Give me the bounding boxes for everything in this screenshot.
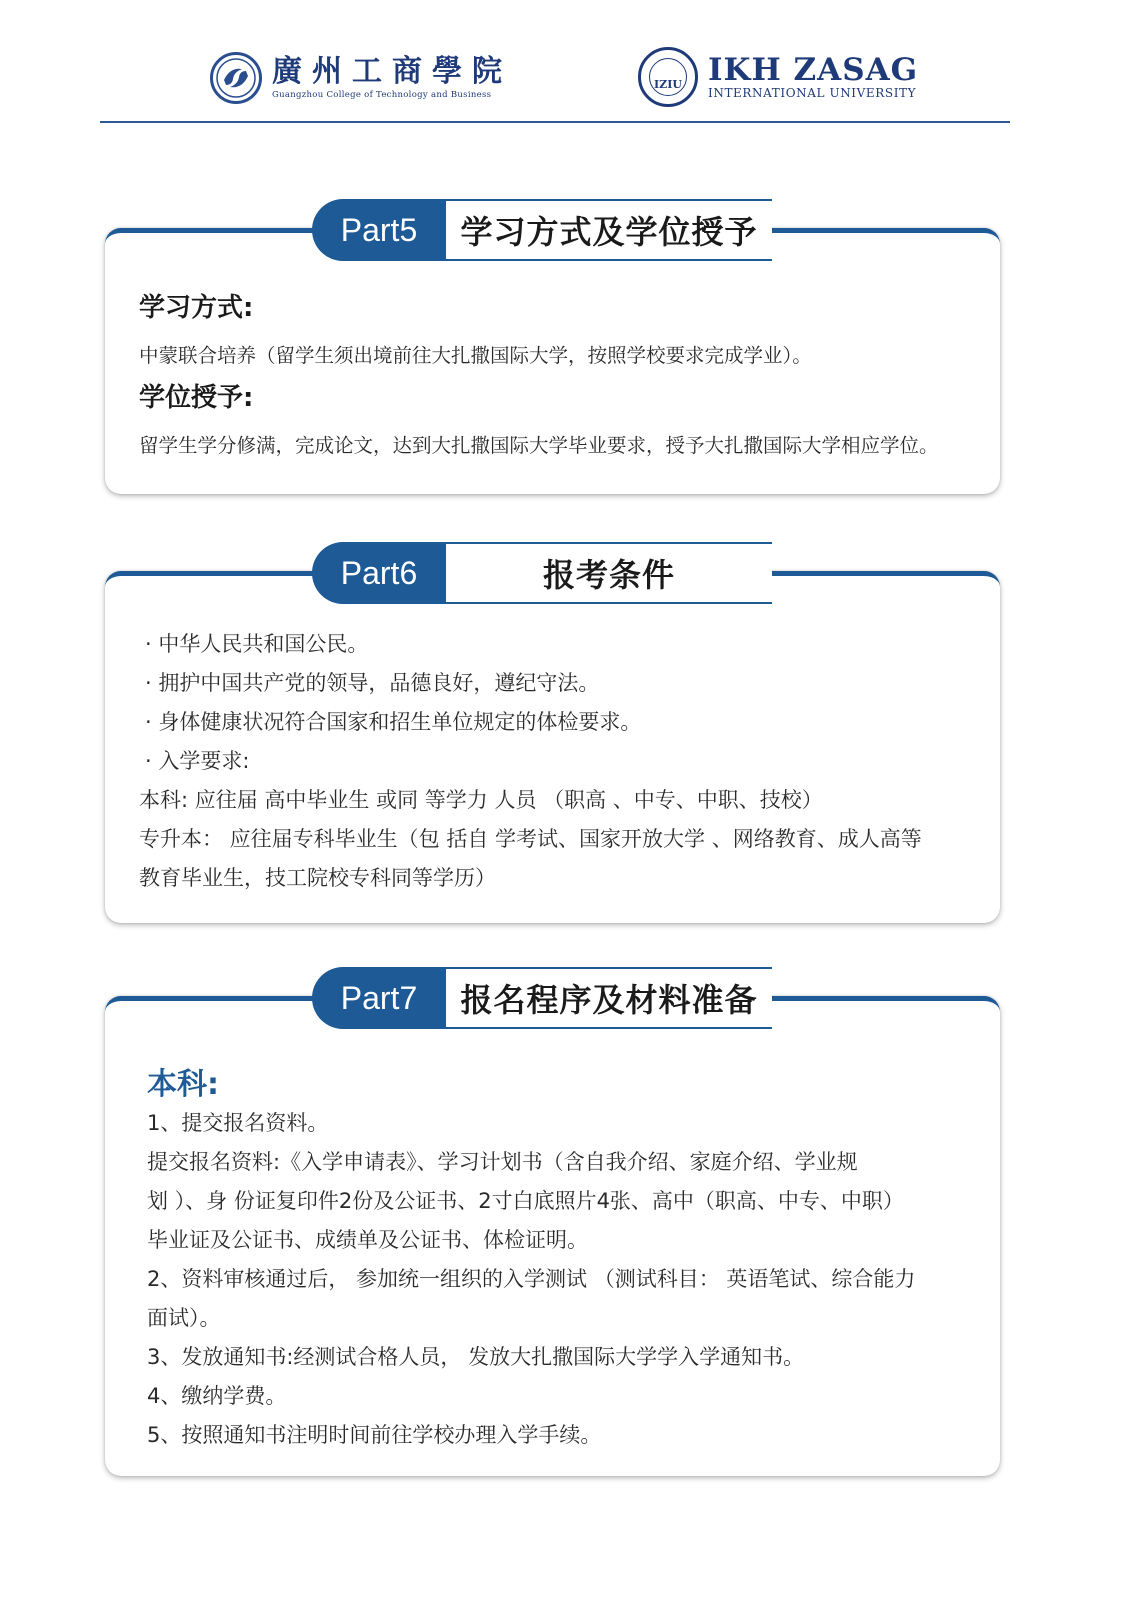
paragraph-line: 提交报名资料:《入学申请表》、学习计划书（含自我介绍、家庭介绍、学业规: [147, 1150, 858, 1174]
section-paragraph: 中蒙联合培养（留学生须出境前往大扎撒国际大学，按照学校要求完成学业）。: [139, 344, 812, 367]
section-card-part7: [105, 996, 1000, 1476]
gzcb-logo: [210, 50, 512, 106]
gzcb-name-en: Guangzhou College of Technology and Business: [272, 90, 492, 100]
paragraph-line: 5、按照通知书注明时间前往学校办理入学手续。: [147, 1423, 602, 1447]
page-header: [0, 0, 1131, 125]
list-item: · 拥护中国共产党的领导，品德良好，遵纪守法。: [145, 671, 600, 695]
list-item: · 中华人民共和国公民。: [145, 632, 369, 656]
section-card-part5: [105, 228, 1000, 494]
section-paragraph: 留学生学分修满，完成论文，达到大扎撒国际大学毕业要求，授予大扎撒国际大学相应学位。: [139, 434, 939, 457]
ikh-zasag-logo: [638, 46, 918, 108]
paragraph-line: 1、提交报名资料。: [147, 1111, 329, 1135]
paragraph-line: 面试）。: [147, 1306, 221, 1330]
paragraph-line: 毕业证及公证书、成绩单及公证书、体检证明。: [147, 1228, 588, 1252]
part-label: Part5: [312, 199, 446, 261]
header-divider: [100, 121, 1010, 123]
ikh-subtitle: INTERNATIONAL UNIVERSITY: [708, 86, 917, 100]
section-title: 学习方式及学位授予: [446, 199, 772, 261]
ikh-seal-icon: [638, 47, 698, 107]
ikh-seal-text: IZIU: [654, 78, 682, 91]
section-heading: 学位授予:: [139, 383, 254, 413]
paragraph-line: 本科: 应往届 高中毕业生 或同 等学力 人员 （职高 、中专、中职、技校）: [139, 788, 823, 812]
section-tab-part7: [312, 967, 772, 1029]
section-title: 报名程序及材料准备: [446, 967, 772, 1029]
list-item: · 入学要求:: [145, 749, 250, 773]
paragraph-line: 2、资料审核通过后， 参加统一组织的入学测试 （测试科目： 英语笔试、综合能力: [147, 1267, 916, 1291]
paragraph-line: 教育毕业生，技工院校专科同等学历）: [139, 866, 496, 890]
paragraph-line: 划 ）、身 份证复印件2份及公证书、2寸白底照片4张、高中（职高、中专、中职）: [147, 1189, 904, 1213]
paragraph-line: 4、缴纳学费。: [147, 1384, 287, 1408]
section-card-part6: [105, 571, 1000, 923]
part-label: Part6: [312, 542, 446, 604]
paragraph-line: 专升本： 应往届专科毕业生（包 括自 学考试、国家开放大学 、网络教育、成人高等: [139, 827, 922, 851]
section-heading: 学习方式:: [139, 293, 254, 323]
list-item: · 身体健康状况符合国家和招生单位规定的体检要求。: [145, 710, 642, 734]
gzcb-seal-icon: [210, 52, 262, 104]
section-title: 报考条件: [446, 542, 772, 604]
part-label: Part7: [312, 967, 446, 1029]
section-tab-part6: [312, 542, 772, 604]
subsection-heading: 本科:: [147, 1067, 219, 1102]
paragraph-line: 3、发放通知书:经测试合格人员， 发放大扎撒国际大学学入学通知书。: [147, 1345, 805, 1369]
gzcb-name-cn: 廣州工商學院: [272, 54, 512, 89]
ikh-name: IKH ZASAG: [708, 52, 919, 88]
section-tab-part5: [312, 199, 772, 261]
